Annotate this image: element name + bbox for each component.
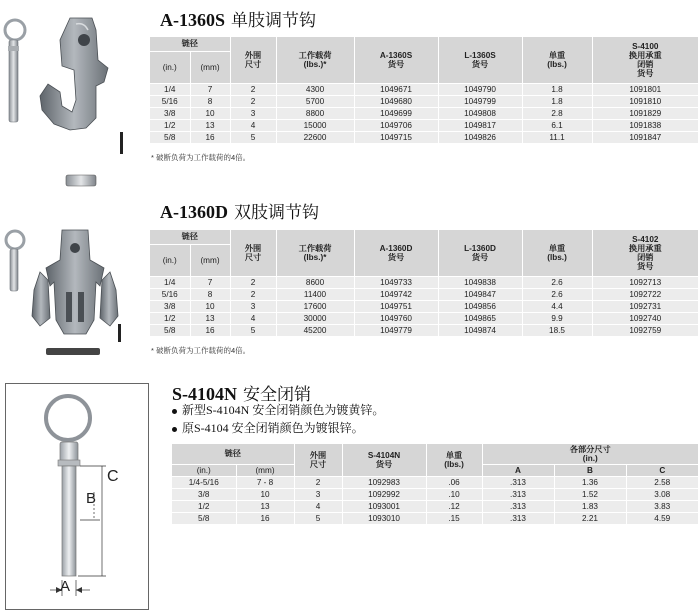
section2-table [150,230,698,336]
header-safety-pin: S-4102 换用承重 闭销 货号 [592,230,698,276]
header-dimensions: 各部分尺寸 (in.) [482,444,698,464]
header-weight: 单重 (lbs.) [426,444,482,476]
table-row: 1/4-5/16 7 - 8 2 1092983 .06 .313 1.36 2.58 [172,476,698,488]
section1-note: * 破断负荷为工作载荷的4倍。 [151,153,251,162]
header-wll: 工作载荷 (lbs.)* [276,230,354,276]
header-in: (in.) [172,464,236,476]
dimension-label-a: A [60,578,71,595]
header-chain-size: 链径 [172,444,294,464]
safety-pin-diagram [5,383,149,610]
header-part-a: A-1360S 货号 [354,37,438,83]
dimension-label-b: B [86,490,97,507]
table-row: 3/8 10 3 1092992 .10 .313 1.52 3.08 [172,488,698,500]
table-row: 5/8 16 5 45200 1049779 1049874 18.5 1092759 [150,324,698,336]
dimension-label-c: C [107,468,119,485]
table-row: 1/2 13 4 30000 1049760 1049865 9.9 1092740 [150,312,698,324]
table-row: 1/4 7 2 4300 1049671 1049790 1.8 1091801 [150,83,698,95]
section3-bullet: 新型S-4104N 安全闭销颜色为镀黄锌。 [172,401,384,418]
header-mm: (mm) [190,244,230,276]
section1-table [150,37,698,143]
section3-code: S-4104N [172,384,238,404]
header-chain-size: 链径 [150,37,230,51]
header-outer-size: 外围 尺寸 [230,37,276,83]
section3-name: 安全闭销 [243,385,312,404]
header-part-a: A-1360D 货号 [354,230,438,276]
section2-code: A-1360D [160,202,228,222]
table-row: 5/16 8 2 5700 1049680 1049799 1.8 1091810 [150,95,698,107]
section1-name: 单肢调节钩 [231,11,317,30]
header-part-l: L-1360S 货号 [438,37,522,83]
header-part-l: L-1360D 货号 [438,230,522,276]
table-row: 5/8 16 5 1093010 .15 .313 2.21 4.59 [172,512,698,524]
header-mm: (mm) [236,464,294,476]
header-safety-pin: S-4100 换用承重 闭销 货号 [592,37,698,83]
section2-title [160,198,319,223]
header-in: (in.) [150,244,190,276]
section2-name: 双肢调节钩 [234,203,319,222]
section2-note: * 破断负荷为工作载荷的4倍。 [151,346,251,355]
header-in: (in.) [150,51,190,83]
table-row: 5/8 16 5 22600 1049715 1049826 11.1 1091847 [150,131,698,143]
header-weight: 单重 (lbs.) [522,37,592,83]
header-chain-size: 链径 [150,230,230,244]
section1-code: A-1360S [160,10,226,30]
table-row: 3/8 10 3 17600 1049751 1049856 4.4 1092731 [150,300,698,312]
hook-image-double [0,220,150,370]
table-row: 1/4 7 2 8600 1049733 1049838 2.6 1092713 [150,276,698,288]
header-wll: 工作载荷 (lbs.)* [276,37,354,83]
section1-title [160,6,316,31]
header-mm: (mm) [190,51,230,83]
header-outer-size: 外围 尺寸 [230,230,276,276]
section3-bullet: 原S-4104 安全闭销颜色为镀银锌。 [172,419,364,436]
header-dim-c: C [626,464,698,476]
table-row: 5/16 8 2 11400 1049742 1049847 2.6 1092722 [150,288,698,300]
header-outer-size: 外围 尺寸 [294,444,342,476]
header-weight: 单重 (lbs.) [522,230,592,276]
table-row: 1/2 13 4 15000 1049706 1049817 6.1 1091838 [150,119,698,131]
section3-table [172,444,698,524]
header-part-s: S-4104N 货号 [342,444,426,476]
hook-image-single [0,0,150,195]
table-row: 1/2 13 4 1093001 .12 .313 1.83 3.83 [172,500,698,512]
header-dim-b: B [554,464,626,476]
table-row: 3/8 10 3 8800 1049699 1049808 2.8 1091829 [150,107,698,119]
header-dim-a: A [482,464,554,476]
